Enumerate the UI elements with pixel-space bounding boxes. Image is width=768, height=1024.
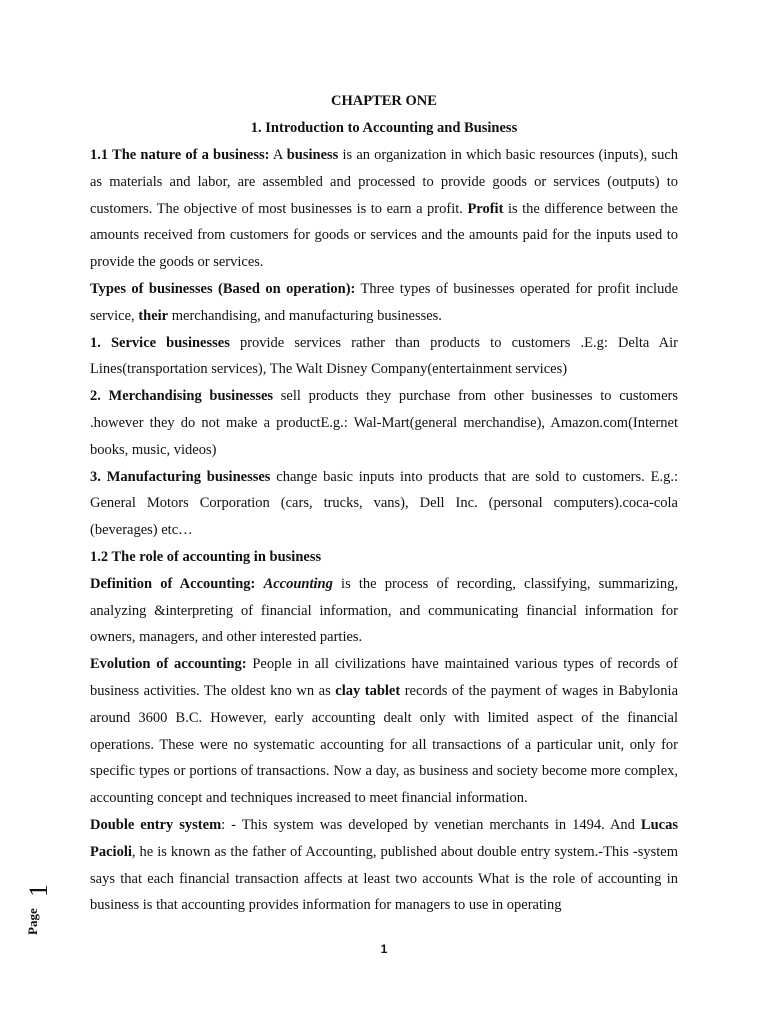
paragraph-manufacturing-businesses: 3. Manufacturing businesses change basic inputs into products that are sold to customers. E.g.: General Motors Corporation (cars, trucks, vans), Dell Inc. (personal computers).coca-cola (beverages) etc… [90, 468, 678, 539]
chapter-title: CHAPTER ONE [331, 93, 437, 109]
subheading-role-of-accounting: 1.2 The role of accounting in business [90, 548, 322, 565]
side-page-number: 1 [24, 884, 53, 897]
paragraph-nature-of-business: 1.1 The nature of a business: A business is an organization in which basic resources (inputs), such as materials and labor, are assembled and processed to provide goods or services (outputs) to customers. The objective of most businesses is to earn a profit. Profit is the difference between the amounts received from customers for goods or services and the amounts paid for the inputs used to provide the goods or services. [90, 147, 679, 271]
paragraph-service-businesses: 1. Service businesses provide services rather than products to customers .E.g: Delta Air Lines(transportation services), The Walt Disney Company(entertainment services) [90, 334, 678, 378]
document-page [90, 88, 678, 919]
paragraph-types-of-businesses: Types of businesses (Based on operation): Three types of businesses operated for profit include service, their merchandising, and manufacturing businesses. [90, 280, 679, 324]
footer-page-number: 1 [380, 942, 388, 956]
paragraph-merchandising-businesses: 2. Merchandising businesses sell products they purchase from other businesses to customers .however they do not make a productE.g.: Wal-Mart(general merchandise), Amazon.com(Internet books, music, videos) [90, 388, 678, 458]
paragraph-definition-of-accounting: Definition of Accounting: Accounting is the process of recording, classifying, summarizing, analyzing &interpreting of financial information, and communicating financial information for owners, managers, and other interested parties. [90, 575, 679, 646]
section-title: 1. Introduction to Accounting and Business [250, 120, 518, 136]
side-page-word: Page [25, 908, 40, 935]
paragraph-double-entry-system: Double entry system: - This system was developed by venetian merchants in 1494. And Lucas Pacioli, he is known as the father of Accounting, published about double entry system.-This -system says that each financial transaction affects at least two accounts What is the role of accounting in business is that accounting provides information for managers to use in operating [90, 816, 678, 914]
paragraph-evolution-of-accounting: Evolution of accounting: People in all civilizations have maintained various types of records of business activities. The oldest kno wn as clay tablet records of the payment of wages in Babylonia around 3600 B.C. However, early accounting dealt only with limited aspect of the financial operations. These were no systematic accounting for all transactions of a particular unit, only for specific types or portions of transactions. Now a day, as business and society become more complex, accounting concept and techniques increased to meet financial information. [90, 656, 679, 807]
